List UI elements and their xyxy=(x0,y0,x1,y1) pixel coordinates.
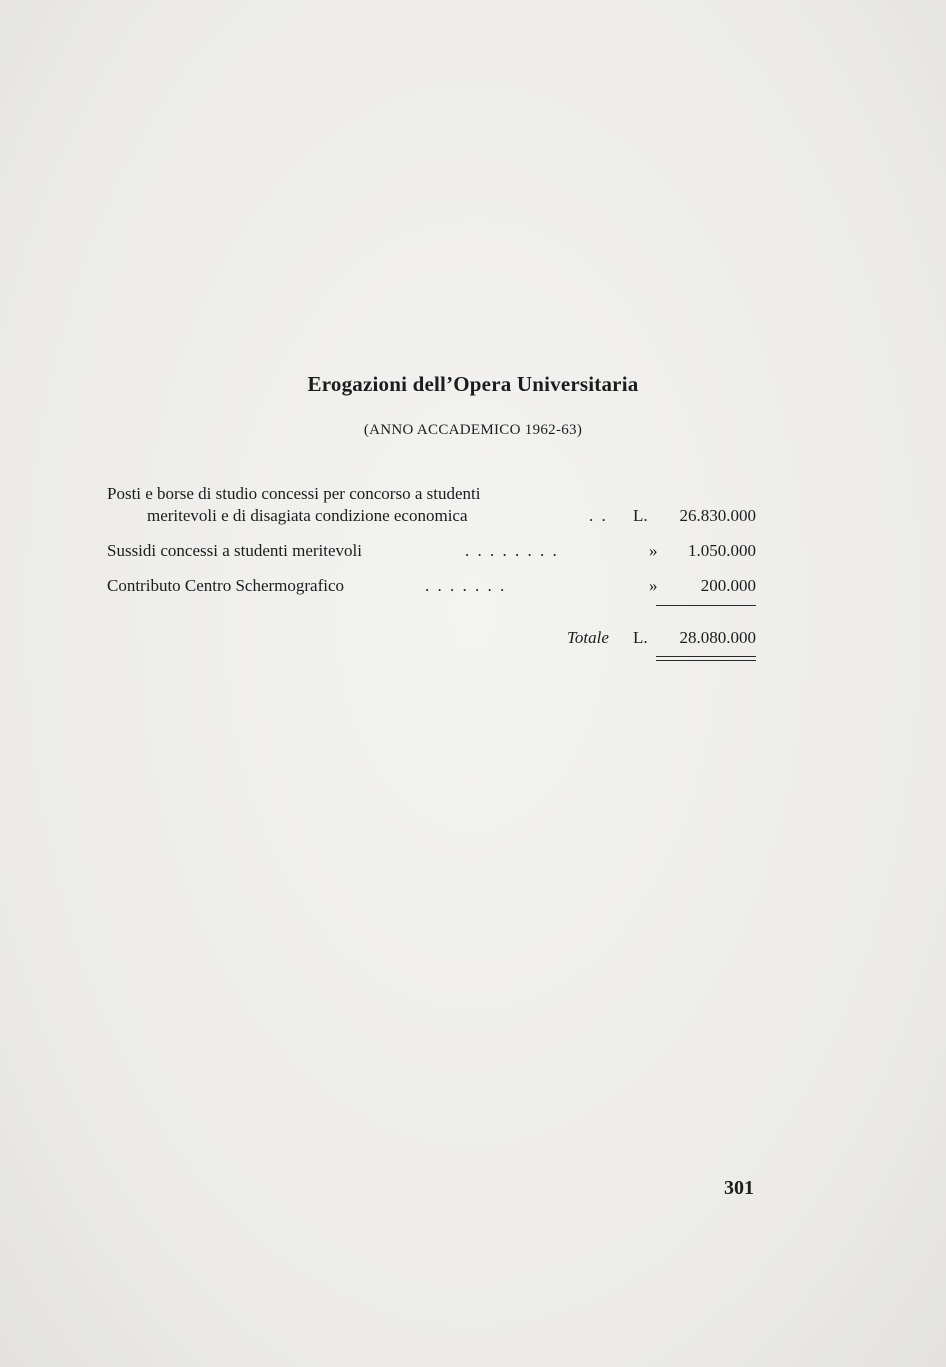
item-label: Posti e borse di studio concessi per concorso a studenti xyxy=(107,484,481,503)
item-label: Sussidi concessi a studenti meritevoli xyxy=(107,541,362,560)
item-amount: 1.050.000 xyxy=(688,541,756,560)
list-item-posti-borse xyxy=(107,505,756,527)
item-label: meritevoli e di disagiata condizione economica xyxy=(147,506,468,525)
currency-mark: » xyxy=(649,541,658,560)
page-title: Erogazioni dell’Opera Universitaria xyxy=(307,372,639,396)
dot-leader: . . . . . . . xyxy=(425,576,507,595)
total-double-rule-bottom xyxy=(656,660,756,661)
sum-rule xyxy=(656,605,756,606)
currency-mark: L. xyxy=(633,506,648,525)
item-label: Contributo Centro Schermografico xyxy=(107,576,345,595)
page-number: 301 xyxy=(724,1177,754,1199)
total-label: Totale xyxy=(567,628,609,647)
total-double-rule-top xyxy=(656,656,756,657)
currency-mark: » xyxy=(649,576,658,595)
list-item-posti-borse-line1 xyxy=(107,483,756,505)
total-amount: 28.080.000 xyxy=(679,628,756,647)
currency-mark: L. xyxy=(633,628,648,647)
list-item-contributo xyxy=(107,575,756,597)
dot-leader: . . xyxy=(589,506,608,525)
list-item-sussidi xyxy=(107,540,756,562)
dot-leader: . . . . . . . . xyxy=(465,541,559,560)
total-row xyxy=(107,627,756,649)
item-amount: 200.000 xyxy=(700,576,756,595)
item-amount: 26.830.000 xyxy=(679,506,756,525)
page-subtitle: (ANNO ACCADEMICO 1962-63) xyxy=(363,422,583,438)
